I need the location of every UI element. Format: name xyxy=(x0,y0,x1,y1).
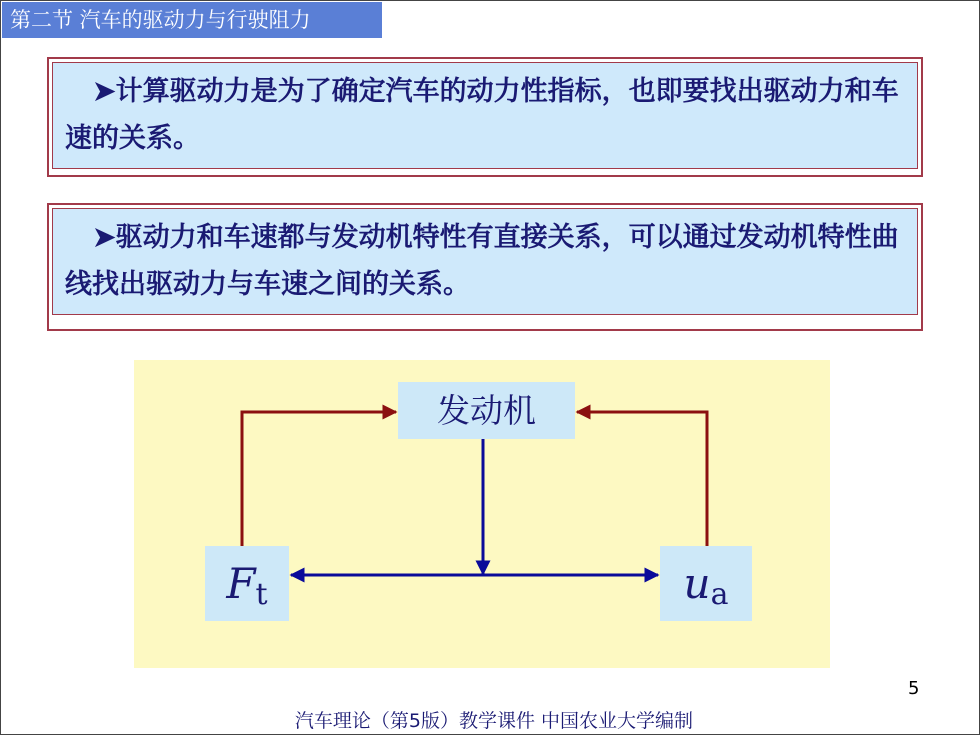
vehicle-speed-subscript: a xyxy=(710,577,729,612)
bullet-text-1 xyxy=(52,62,918,169)
driving-force-symbol: F xyxy=(226,559,256,608)
bullet-text-2 xyxy=(52,208,918,315)
driving-force-node xyxy=(205,546,289,621)
section-title: 第二节 汽车的驱动力与行驶阻力 xyxy=(2,2,382,38)
vehicle-speed-symbol: u xyxy=(683,559,711,608)
bullet-marker: ➤ xyxy=(93,222,116,253)
engine-node: 发动机 xyxy=(398,382,575,439)
bullet-content: 计算驱动力是为了确定汽车的动力性指标，也即要找出驱动力和车速的关系。 xyxy=(65,76,899,154)
page-number: 5 xyxy=(908,678,920,699)
vehicle-speed-node xyxy=(660,546,752,621)
bullet-marker: ➤ xyxy=(93,76,116,107)
right-arrow-to-engine xyxy=(577,412,707,546)
relationship-diagram xyxy=(134,360,830,668)
left-arrow-to-engine xyxy=(242,412,396,546)
bullet-box-2 xyxy=(47,203,923,331)
driving-force-subscript: t xyxy=(255,577,268,612)
bullet-content: 驱动力和车速都与发动机特性有直接关系，可以通过发动机特性曲线找出驱动力与车速之间的关系。 xyxy=(65,222,899,300)
bullet-box-1 xyxy=(47,57,923,177)
footer-text: 汽车理论（第5版）教学课件 中国农业大学编制 xyxy=(294,710,694,732)
